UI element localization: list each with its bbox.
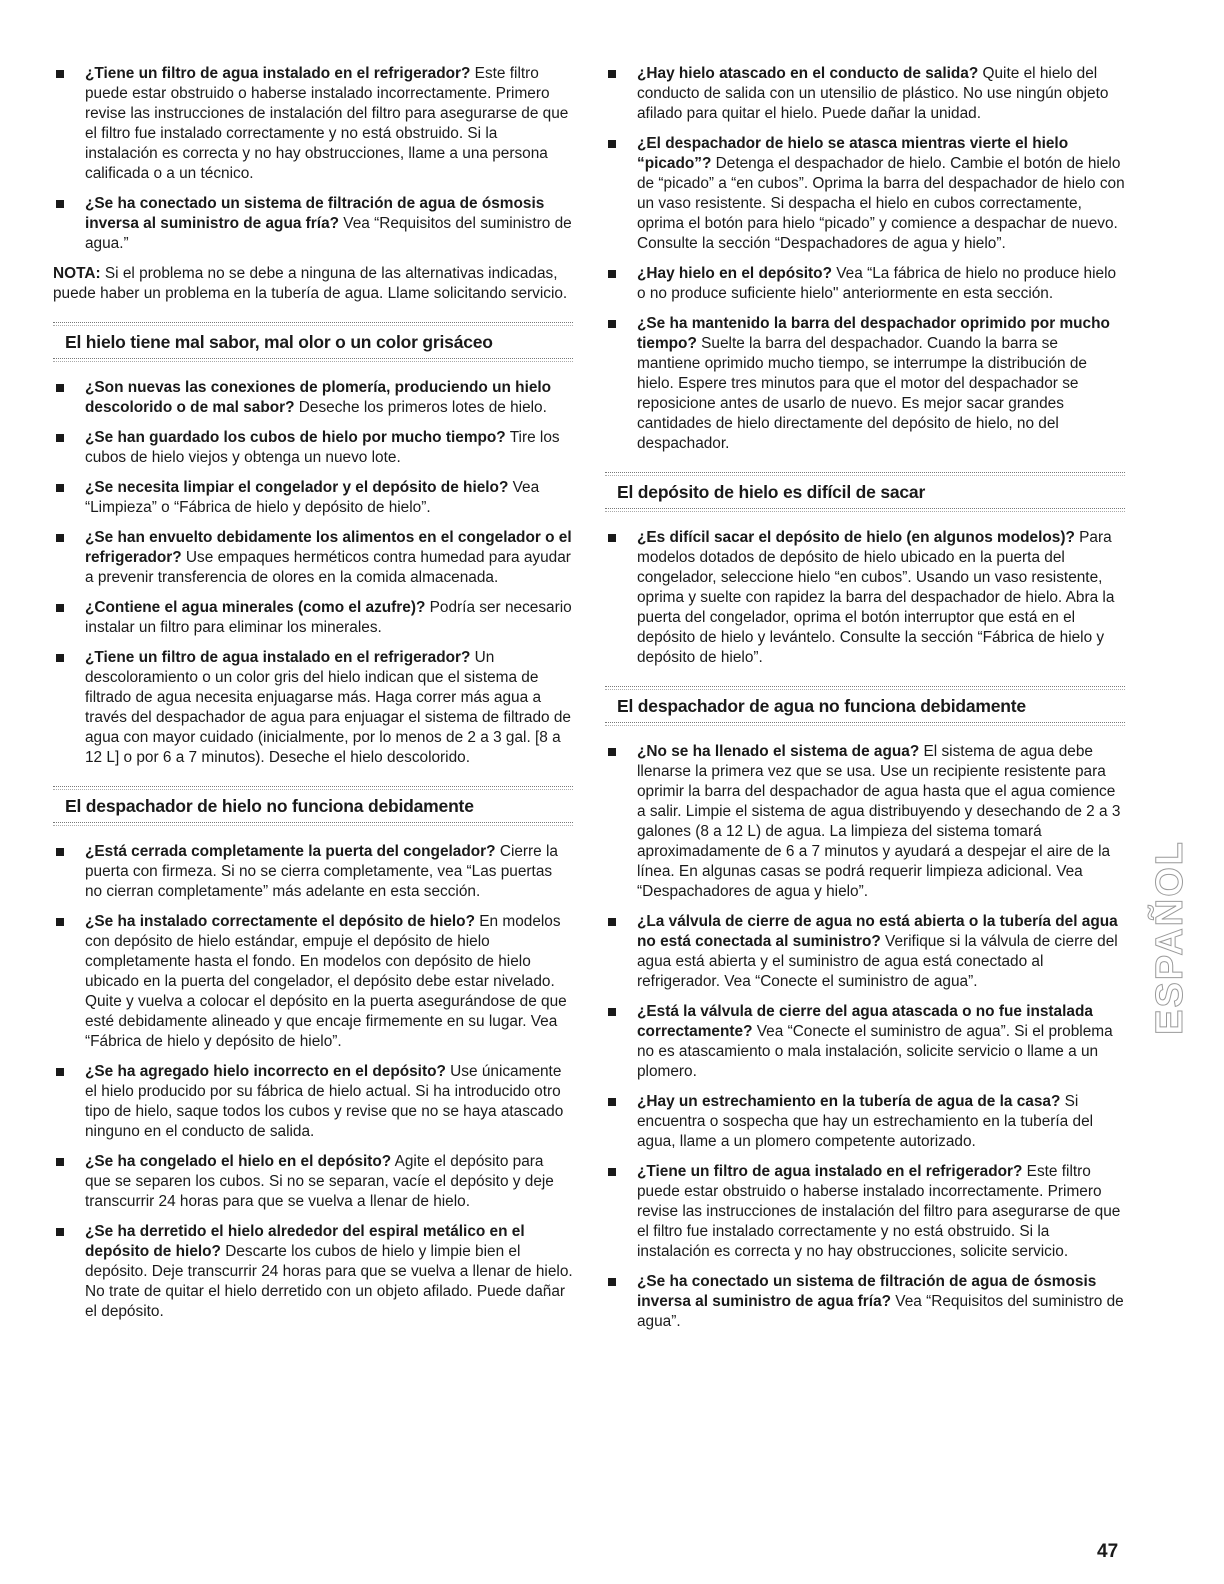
list-item [53,64,573,184]
square-bullet-icon [608,140,616,148]
section-title: El hielo tiene mal sabor, mal olor o un color grisáceo [65,332,493,352]
square-bullet-icon [56,1068,64,1076]
square-bullet-icon [608,1278,616,1286]
page-number: 47 [1097,1541,1119,1562]
section-heading-water-dispenser [605,686,1125,726]
item-answer: Cierre la puerta con firmeza. Si no se cierra completamente, vea “Las puertas no cierran completamente” más adelante en esta sección. [85,843,558,900]
list-item [53,1062,573,1142]
item-question: ¿El despachador de hielo se atasca mientras vierte el hielo “picado”? [637,135,1069,172]
item-answer: Verifique si la válvula de cierre del agua está abierta y el suministro de agua está conectado al refrigerador. Vea “Conecte el suministro de agua”. [637,933,1118,990]
item-answer: Vea “Requisitos del suministro de agua.” [85,215,572,252]
divider [605,508,1125,512]
item-answer: Vea “Limpieza” o “Fábrica de hielo y depósito de hielo”. [85,479,540,516]
item-answer: Quite el hielo del conducto de salida con un utensilio de plástico. No use ningún objeto afilado para quitar el hielo. Puede dañar la unidad. [637,65,1109,122]
item-answer: Suelte la barra del despachador. Cuando la barra se mantiene oprimido mucho tiempo, se interrumpe la distribución de hielo. Espere tres minutos para que el motor del despachador se reposicione antes de usarlo de nuevo. Es mejor sacar grandes cantidades de hielo directamente del depósito de hielo, no del despachador. [637,335,1087,452]
square-bullet-icon [56,534,64,542]
square-bullet-icon [56,918,64,926]
item-answer: Descarte los cubos de hielo y limpie bien el depósito. Deje transcurrir 24 horas para que se vuelva a llenar de hielo. No trate de quitar el hielo derretido con un objeto afilado. Puede dañar el depósito. [85,1243,573,1320]
divider [53,786,573,790]
ice-bin-list [605,528,1125,668]
square-bullet-icon [608,1008,616,1016]
square-bullet-icon [608,534,616,542]
item-answer: Vea “Conecte el suministro de agua”. Si el problema no es atascamiento o mala instalación, solicite servicio o llame a un plomero. [637,1023,1113,1080]
section-heading-ice-bin [605,472,1125,512]
right-intro-list [605,64,1125,454]
section-title: El despachador de agua no funciona debidamente [617,696,1026,716]
list-item [605,1092,1125,1152]
item-question: ¿Se han guardado los cubos de hielo por mucho tiempo? [85,429,506,446]
square-bullet-icon [56,70,64,78]
square-bullet-icon [608,70,616,78]
item-question: ¿Se ha congelado el hielo en el depósito? [85,1153,392,1170]
left-column [53,64,573,1332]
item-question: ¿No se ha llenado el sistema de agua? [637,743,920,760]
water-dispenser-list [605,742,1125,1332]
square-bullet-icon [56,848,64,856]
item-question: ¿Es difícil sacar el depósito de hielo (en algunos modelos)? [637,529,1075,546]
item-question: ¿Se necesita limpiar el congelador y el depósito de hielo? [85,479,509,496]
divider [605,472,1125,476]
item-question: ¿Hay un estrechamiento en la tubería de agua de la casa? [637,1093,1061,1110]
item-question: ¿Se ha agregado hielo incorrecto en el depósito? [85,1063,446,1080]
right-column [605,64,1125,1342]
left-intro-list [53,64,573,254]
note [53,264,573,304]
item-question: ¿Se ha conectado un sistema de filtración de agua de ósmosis inversa al suministro de agua fría? [85,195,545,232]
item-question: ¿Se ha instalado correctamente el depósito de hielo? [85,913,475,930]
square-bullet-icon [56,434,64,442]
list-item [605,1002,1125,1082]
list-item [53,1152,573,1212]
item-question: ¿Se ha derretido el hielo alrededor del espiral metálico en el depósito de hielo? [85,1223,525,1260]
square-bullet-icon [56,604,64,612]
list-item [605,742,1125,902]
item-question: ¿Tiene un filtro de agua instalado en el refrigerador? [85,65,471,82]
item-answer: Si encuentra o sospecha que hay un estrechamiento en la tubería del agua, llame a un plomero competente autorizado. [637,1093,1094,1150]
section-heading-ice-taste [53,322,573,362]
item-question: ¿Contiene el agua minerales (como el azufre)? [85,599,426,616]
list-item [53,428,573,468]
list-item [53,842,573,902]
section-title: El depósito de hielo es difícil de sacar [617,482,926,502]
list-item [53,478,573,518]
item-answer: Un descoloramiento o un color gris del hielo indican que el sistema de filtrado de agua necesita enjuagarse más. Haga correr más agua a través del despachador de agua para enjuagar el sistema de filtrado de agua con mayor cuidado (inicialmente, por lo menos de 2 a 3 gal. [8 a 12 L] o por 6 a 7 minutos). Deseche el hielo descolorido. [85,649,571,766]
item-question: ¿Tiene un filtro de agua instalado en el refrigerador? [637,1163,1023,1180]
ice-dispenser-list [53,842,573,1322]
list-item [53,194,573,254]
item-question: ¿Hay hielo en el depósito? [637,265,832,282]
list-item [53,1222,573,1322]
language-tab-label: ESPAÑOL [1148,839,1191,1035]
list-item [605,528,1125,668]
language-side-tab [1150,812,1190,1062]
list-item [605,314,1125,454]
list-item [605,64,1125,124]
list-item [53,528,573,588]
list-item [53,912,573,1052]
divider [53,322,573,326]
square-bullet-icon [56,484,64,492]
item-question: ¿Se ha conectado un sistema de filtración de agua de ósmosis inversa al suministro de agua fría? [637,1273,1097,1310]
item-answer: El sistema de agua debe llenarse la primera vez que se usa. Use un recipiente resistente para oprimir la barra del despachador de agua hasta que el agua comience a salir. Limpie el sistema de agua distribuyendo y desechando de 2 a 3 galones (8 a 12 L) de agua. La limpieza del sistema tomará aproximadamente de 6 a 7 minutos y ayudará a despejar el aire de la línea. En algunas casas se podrá requerir limpieza adicional. Vea “Despachadores de agua y hielo”. [637,743,1121,900]
list-item [53,598,573,638]
item-answer: Tire los cubos de hielo viejos y obtenga un nuevo lote. [85,429,560,466]
item-question: ¿Tiene un filtro de agua instalado en el refrigerador? [85,649,471,666]
square-bullet-icon [56,654,64,662]
item-answer: Vea “La fábrica de hielo no produce hielo o no produce suficiente hielo" anteriormente en esta sección. [637,265,1117,302]
item-answer: En modelos con depósito de hielo estándar, empuje el depósito de hielo completamente hasta el fondo. En modelos con depósito de hielo ubicado en la puerta del congelador, el depósito debe estar nivelado. Quite y vuelva a colocar el depósito en la puerta asegurándose de que esté debidamente alineado y que encaje firmemente en su lugar. Vea “Fábrica de hielo y depósito de hielo”. [85,913,567,1050]
list-item [605,1272,1125,1332]
square-bullet-icon [608,1168,616,1176]
list-item [605,264,1125,304]
item-answer: Para modelos dotados de depósito de hielo ubicado en la puerta del congelador, seleccione hielo “en cubos”. Usando un vaso resistente, oprima y suelte con rapidez la barra del despachador de hielo. Abra la puerta del congelador, oprima el botón interruptor que está en el depósito de hielo y levántelo. Consulte la sección “Fábrica de hielo y depósito de hielo”. [637,529,1115,666]
item-question: ¿Son nuevas las conexiones de plomería, produciendo un hielo descolorido o de mal sabor? [85,379,552,416]
square-bullet-icon [608,1098,616,1106]
item-question: ¿La válvula de cierre de agua no está abierta o la tubería del agua no está conectada al suministro? [637,913,1118,950]
item-answer: Vea “Requisitos del suministro de agua”. [637,1293,1124,1330]
section-heading-ice-dispenser [53,786,573,826]
list-item [605,1162,1125,1262]
item-answer: Este filtro puede estar obstruido o haberse instalado incorrectamente. Primero revise las instrucciones de instalación del filtro para asegurarse de que el filtro fue instalado correctamente y no está obstruido. Si la instalación es correcta y no hay obstrucciones, llame a una persona calificada o a un técnico. [85,65,569,182]
square-bullet-icon [608,320,616,328]
item-question: ¿Está cerrada completamente la puerta del congelador? [85,843,496,860]
item-answer: Este filtro puede estar obstruido o haberse instalado incorrectamente. Primero revise las instrucciones de instalación del filtro para asegurarse de que el filtro fue instalado correctamente y no está obstruido. Si la instalación es correcta y no hay obstrucciones, solicite servicio. [637,1163,1121,1260]
square-bullet-icon [56,384,64,392]
list-item [605,912,1125,992]
item-question: ¿Está la válvula de cierre del agua atascada o no fue instalada correctamente? [637,1003,1093,1040]
item-answer: Deseche los primeros lotes de hielo. [294,399,547,416]
item-answer: Podría ser necesario instalar un filtro para eliminar los minerales. [85,599,572,636]
list-item [605,134,1125,254]
section-title: El despachador de hielo no funciona debidamente [65,796,474,816]
item-answer: Use únicamente el hielo producido por su fábrica de hielo actual. Si ha introducido otro tipo de hielo, saque todos los cubos y revise que no se haya atascado ninguno en el conducto de salida. [85,1063,564,1140]
divider [53,822,573,826]
square-bullet-icon [56,200,64,208]
divider [53,358,573,362]
item-answer: Use empaques herméticos contra humedad para ayudar a prevenir transferencia de olores en la comida almacenada. [85,549,571,586]
square-bullet-icon [56,1158,64,1166]
divider [605,722,1125,726]
item-question: ¿Se ha mantenido la barra del despachador oprimido por mucho tiempo? [637,315,1110,352]
item-answer: Detenga el despachador de hielo. Cambie el botón de hielo de “picado” a “en cubos”. Oprima la barra del despachador de hielo con un vaso resistente. Si despacha el hielo en cubos correctamente, oprima el botón para hielo “picado” y comience a despachar de nuevo. Consulte la sección “Despachadores de agua y hielo”. [637,155,1125,252]
square-bullet-icon [608,748,616,756]
item-question: ¿Hay hielo atascado en el conducto de salida? [637,65,979,82]
note-text: Si el problema no se debe a ninguna de las alternativas indicadas, puede haber un problema en la tubería de agua. Llame solicitando servicio. [53,265,568,302]
note-label: NOTA: [53,265,101,282]
divider [605,686,1125,690]
ice-taste-list [53,378,573,768]
item-question: ¿Se han envuelto debidamente los alimentos en el congelador o el refrigerador? [85,529,572,566]
square-bullet-icon [608,918,616,926]
item-answer: Agite el depósito para que se separen los cubos. Si no se separan, vacíe el depósito y deje transcurrir 24 horas para que se vuelva a llenar de hielo. [85,1153,554,1210]
list-item [53,378,573,418]
square-bullet-icon [56,1228,64,1236]
list-item [53,648,573,768]
square-bullet-icon [608,270,616,278]
